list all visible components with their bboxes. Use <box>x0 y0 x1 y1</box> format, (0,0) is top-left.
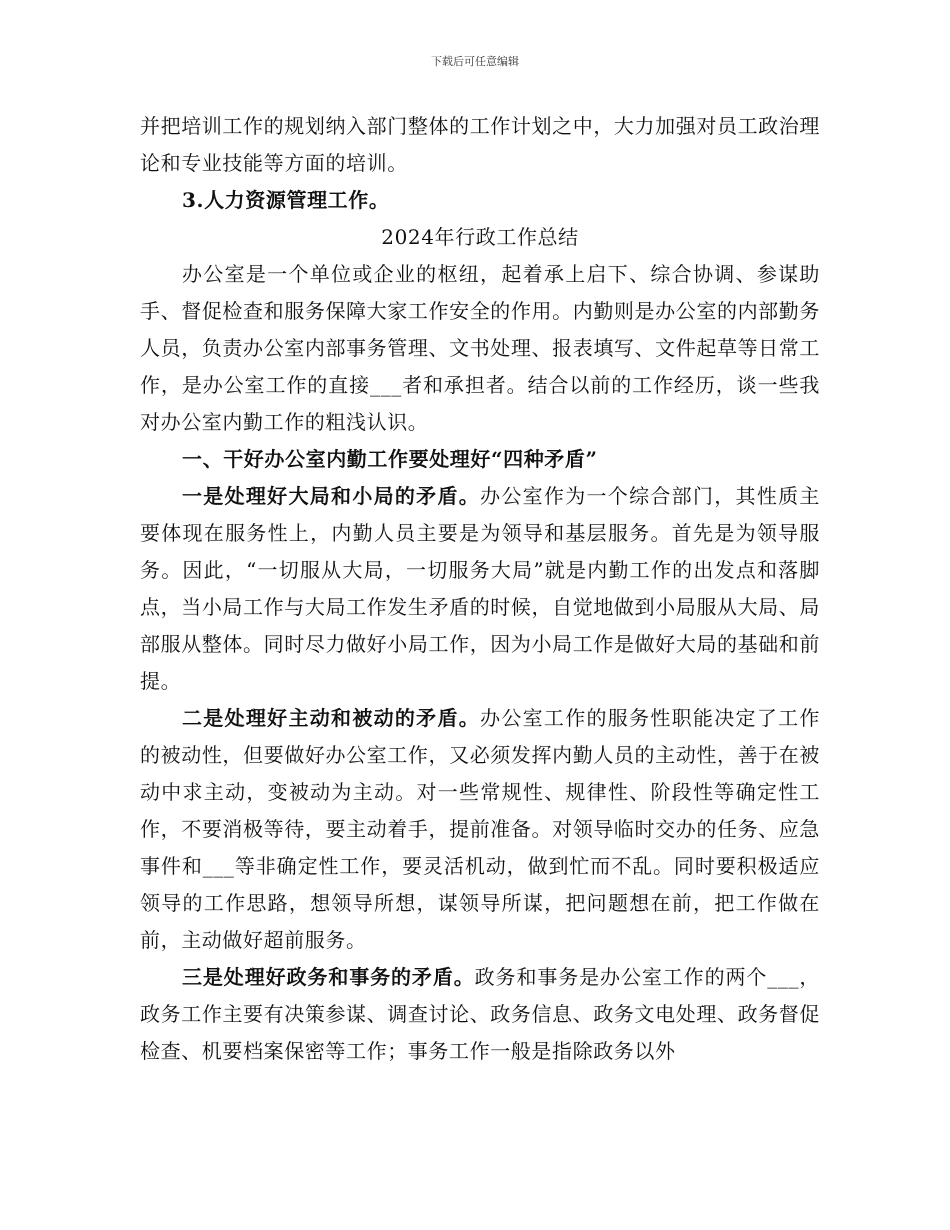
paragraph-lead: 二是处理好主动和被动的矛盾。 <box>182 706 481 730</box>
paragraph-training: 并把培训工作的规划纳入部门整体的工作计划之中，大力加强对员工政治理论和专业技能等方面的培训。 <box>140 114 820 175</box>
paragraph-second-point <box>140 700 820 959</box>
paragraph-first-point <box>140 478 820 700</box>
paragraph-lead: 一是处理好大局和小局的矛盾。 <box>182 484 481 508</box>
paragraph-intro: 办公室是一个单位或企业的枢纽，起着承上启下、综合协调、参谋助手、督促检查和服务保障大家工作安全的作用。内勤则是办公室的内部勤务人员，负责办公室内部事务管理、文书处理、报表填写、文件起草等日常工作，是办公室工作的直接___者和承担者。结合以前的工作经历，谈一些我对办公室内勤工作的粗浅认识。 <box>140 262 820 434</box>
paragraph-lead: 三是处理好政务和事务的矛盾。 <box>182 965 475 989</box>
paragraph-body: 办公室工作的服务性职能决定了工作的被动性，但要做好办公室工作，又必须发挥内勤人员的主动性，善于在被动中求主动，变被动为主动。对一些常规性、规律性、阶段性等确定性工作，不要消极等待，要主动着手，提前准备。对领导临时交办的任务、应急事件和___等非确定性工作，要灵活机动，做到忙而不乱。同时要积极适应领导的工作思路，想领导所想，谋领导所谋，把问题想在前，把工作做在前，主动做好超前服务。 <box>140 706 820 952</box>
paragraph-body: 办公室作为一个综合部门，其性质主要体现在服务性上，内勤人员主要是为领导和基层服务。首先是为领导服务。因此，“一切服从大局，一切服务大局”就是内勤工作的出发点和落脚点，当小局工作与大局工作发生矛盾的时候，自觉地做到小局服从大局、局部服从整体。同时尽力做好小局工作，因为小局工作是做好大局的基础和前提。 <box>140 484 820 693</box>
paragraph-body: 政务和事务是办公室工作的两个___，政务工作主要有决策参谋、调查讨论、政务信息、政务文电处理、政务督促检查、机要档案保密等工作；事务工作一般是指除政务以外 <box>140 965 820 1063</box>
paragraph-third-point <box>140 959 820 1070</box>
document-title: 2024年行政工作总结 <box>381 225 579 249</box>
document-body <box>140 108 820 1070</box>
section-heading-four-contradictions: 一、干好办公室内勤工作要处理好“四种矛盾” <box>182 447 598 471</box>
page-header: 下载后可任意编辑 <box>431 55 519 68</box>
section-heading-hr: 3.人力资源管理工作。 <box>182 188 390 212</box>
